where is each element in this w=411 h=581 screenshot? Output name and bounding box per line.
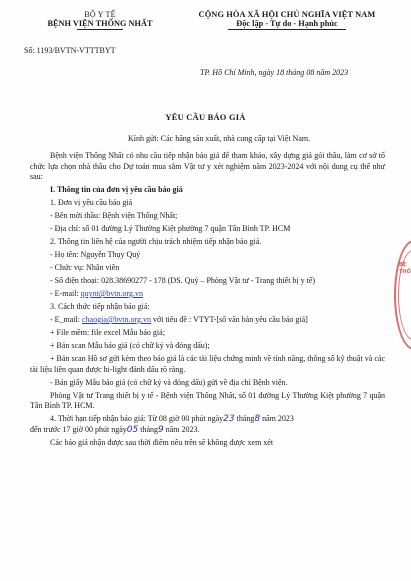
item-2: 2. Thông tin liên hệ của người chịu trách nhiệm tiếp nhận báo giá. [50,237,262,246]
date-year: 2023 [332,68,349,77]
item4-part-a: 4. Thời hạn tiếp nhận báo giá: Từ 08 giờ 00 phút ngày [50,414,224,423]
recipient-line: - Bên mời thầu: Bệnh viện Thống Nhất; [50,211,178,220]
closing-line: Các báo giá nhận được sau thời điểm nêu trên sẽ không được xem xét [50,437,274,447]
address-line: - Địa chỉ: số 01 đường Lý Thường Kiệt phường 7 quận Tân Bình TP. HCM [50,224,291,233]
item4-end-day: 05 [126,424,139,435]
nation-name: CỘNG HÒA XÃ HỘI CHỦ NGHĨA VIỆT NAM [198,10,376,19]
section-heading: I. Thông tin của đơn vị yêu cầu báo giá [50,185,183,194]
document-title: YÊU CẦU BÁO GIÁ [165,112,246,122]
email-label: - E-mail: [50,289,81,298]
item4-part-b: tháng [236,414,255,423]
issuer-underline [77,29,123,30]
file-soft-line: + File mềm: file excel Mẫu báo giá; [50,328,165,337]
salutation: Kính gửi: Các hãng sản xuất, nhà cung cấp tại Việt Nam. [128,134,311,143]
item-4-line-1 [30,414,385,425]
file-docs-line: + Bản scan Hồ sơ gửi kèm theo báo giá là các tài liệu chứng minh về tính năng, thông số kỹ thuật và các tài liệu liên quan được hi-light đánh dấu rõ ràng. [30,354,385,374]
contact-position: - Chức vụ: Nhân viên [50,263,120,272]
contact-email-link[interactable]: quynt@bvtn.org.vn [80,289,143,298]
item-1: 1. Đơn vị yêu cầu báo giá [50,198,133,207]
date-month-label: tháng [286,68,305,77]
national-motto: Độc lập - Tự do - Hạnh phúc [236,19,338,28]
email-method-rest: với tiêu đề : VTYT-[số văn bản yêu cầu báo giá] [150,315,308,324]
date-month: 08 [306,68,315,77]
national-heading [184,10,390,30]
red-seal-text [399,262,411,276]
seal-line-1: BỆ [399,262,407,268]
item4-end-month: 9 [158,424,164,435]
contact-email-line [30,289,385,300]
date-prefix: TP. Hồ Chí Minh, ngày [200,68,275,77]
item4-part-d: đến trước 17 giờ 00 phút ngày [30,424,127,434]
seal-line-2: THỐ [399,269,411,275]
item-4-line-2 [30,425,385,436]
paper-copy-line: - Bản giấy Mẫu báo giá (có chữ ký và đóng dấu) gửi về địa chỉ Bệnh viện. [50,377,288,387]
date-year-label: năm [316,68,331,77]
date-day: 18 [276,68,285,77]
contact-name: - Họ tên: Nguyễn Thụy Quý [50,250,141,259]
item4-part-e: tháng [140,424,159,434]
department-line: Phòng Vật tư Trang thiết bị y tế - Bệnh viện Thống Nhất, số 01 đường Lý Thường Kiệt phường 7 quận Tân Bình TP. HCM. [30,390,385,410]
item-3: 3. Cách thức tiếp nhận báo giá: [50,302,150,311]
issuer-block [24,10,170,55]
quote-email-link[interactable]: chaogia@bvtn.org.vn [82,315,151,324]
document-body [30,151,385,448]
ministry-name: BỘ Y TẾ [84,10,116,19]
email-method-line [30,315,385,326]
email-method-label: - E_mail: [50,315,82,324]
intro-paragraph: Bệnh viện Thống Nhất có nhu cầu tiếp nhận báo giá để tham khảo, xây dựng giá gói thầu, làm cơ sở tổ chức lựa chọn nhà thầu cho Dự toán mua sắm Vật tư y xét nghiệm năm 2023-2024 với nội dung cụ thể như sau: [30,151,385,181]
contact-phone: - Số điện thoại: 028.38690277 - 178 (DS. Quý – Phòng Vật tư - Trang thiết bị y tế) [50,276,316,285]
hospital-name: BỆNH VIỆN THỐNG NHẤT [47,19,153,28]
document-number: Số: 1193/BVTN-VTTTBYT [24,46,116,55]
issue-date [200,68,348,77]
item4-part-f: năm 2023. [165,424,200,434]
motto-underline [228,29,346,30]
file-scan-line: + Bản scan Mẫu báo giá (có chữ ký và đóng dấu); [50,341,210,350]
item4-start-month: 8 [254,414,261,424]
item4-start-day: 23 [223,414,235,424]
item4-part-c: năm 2023 [262,414,294,423]
